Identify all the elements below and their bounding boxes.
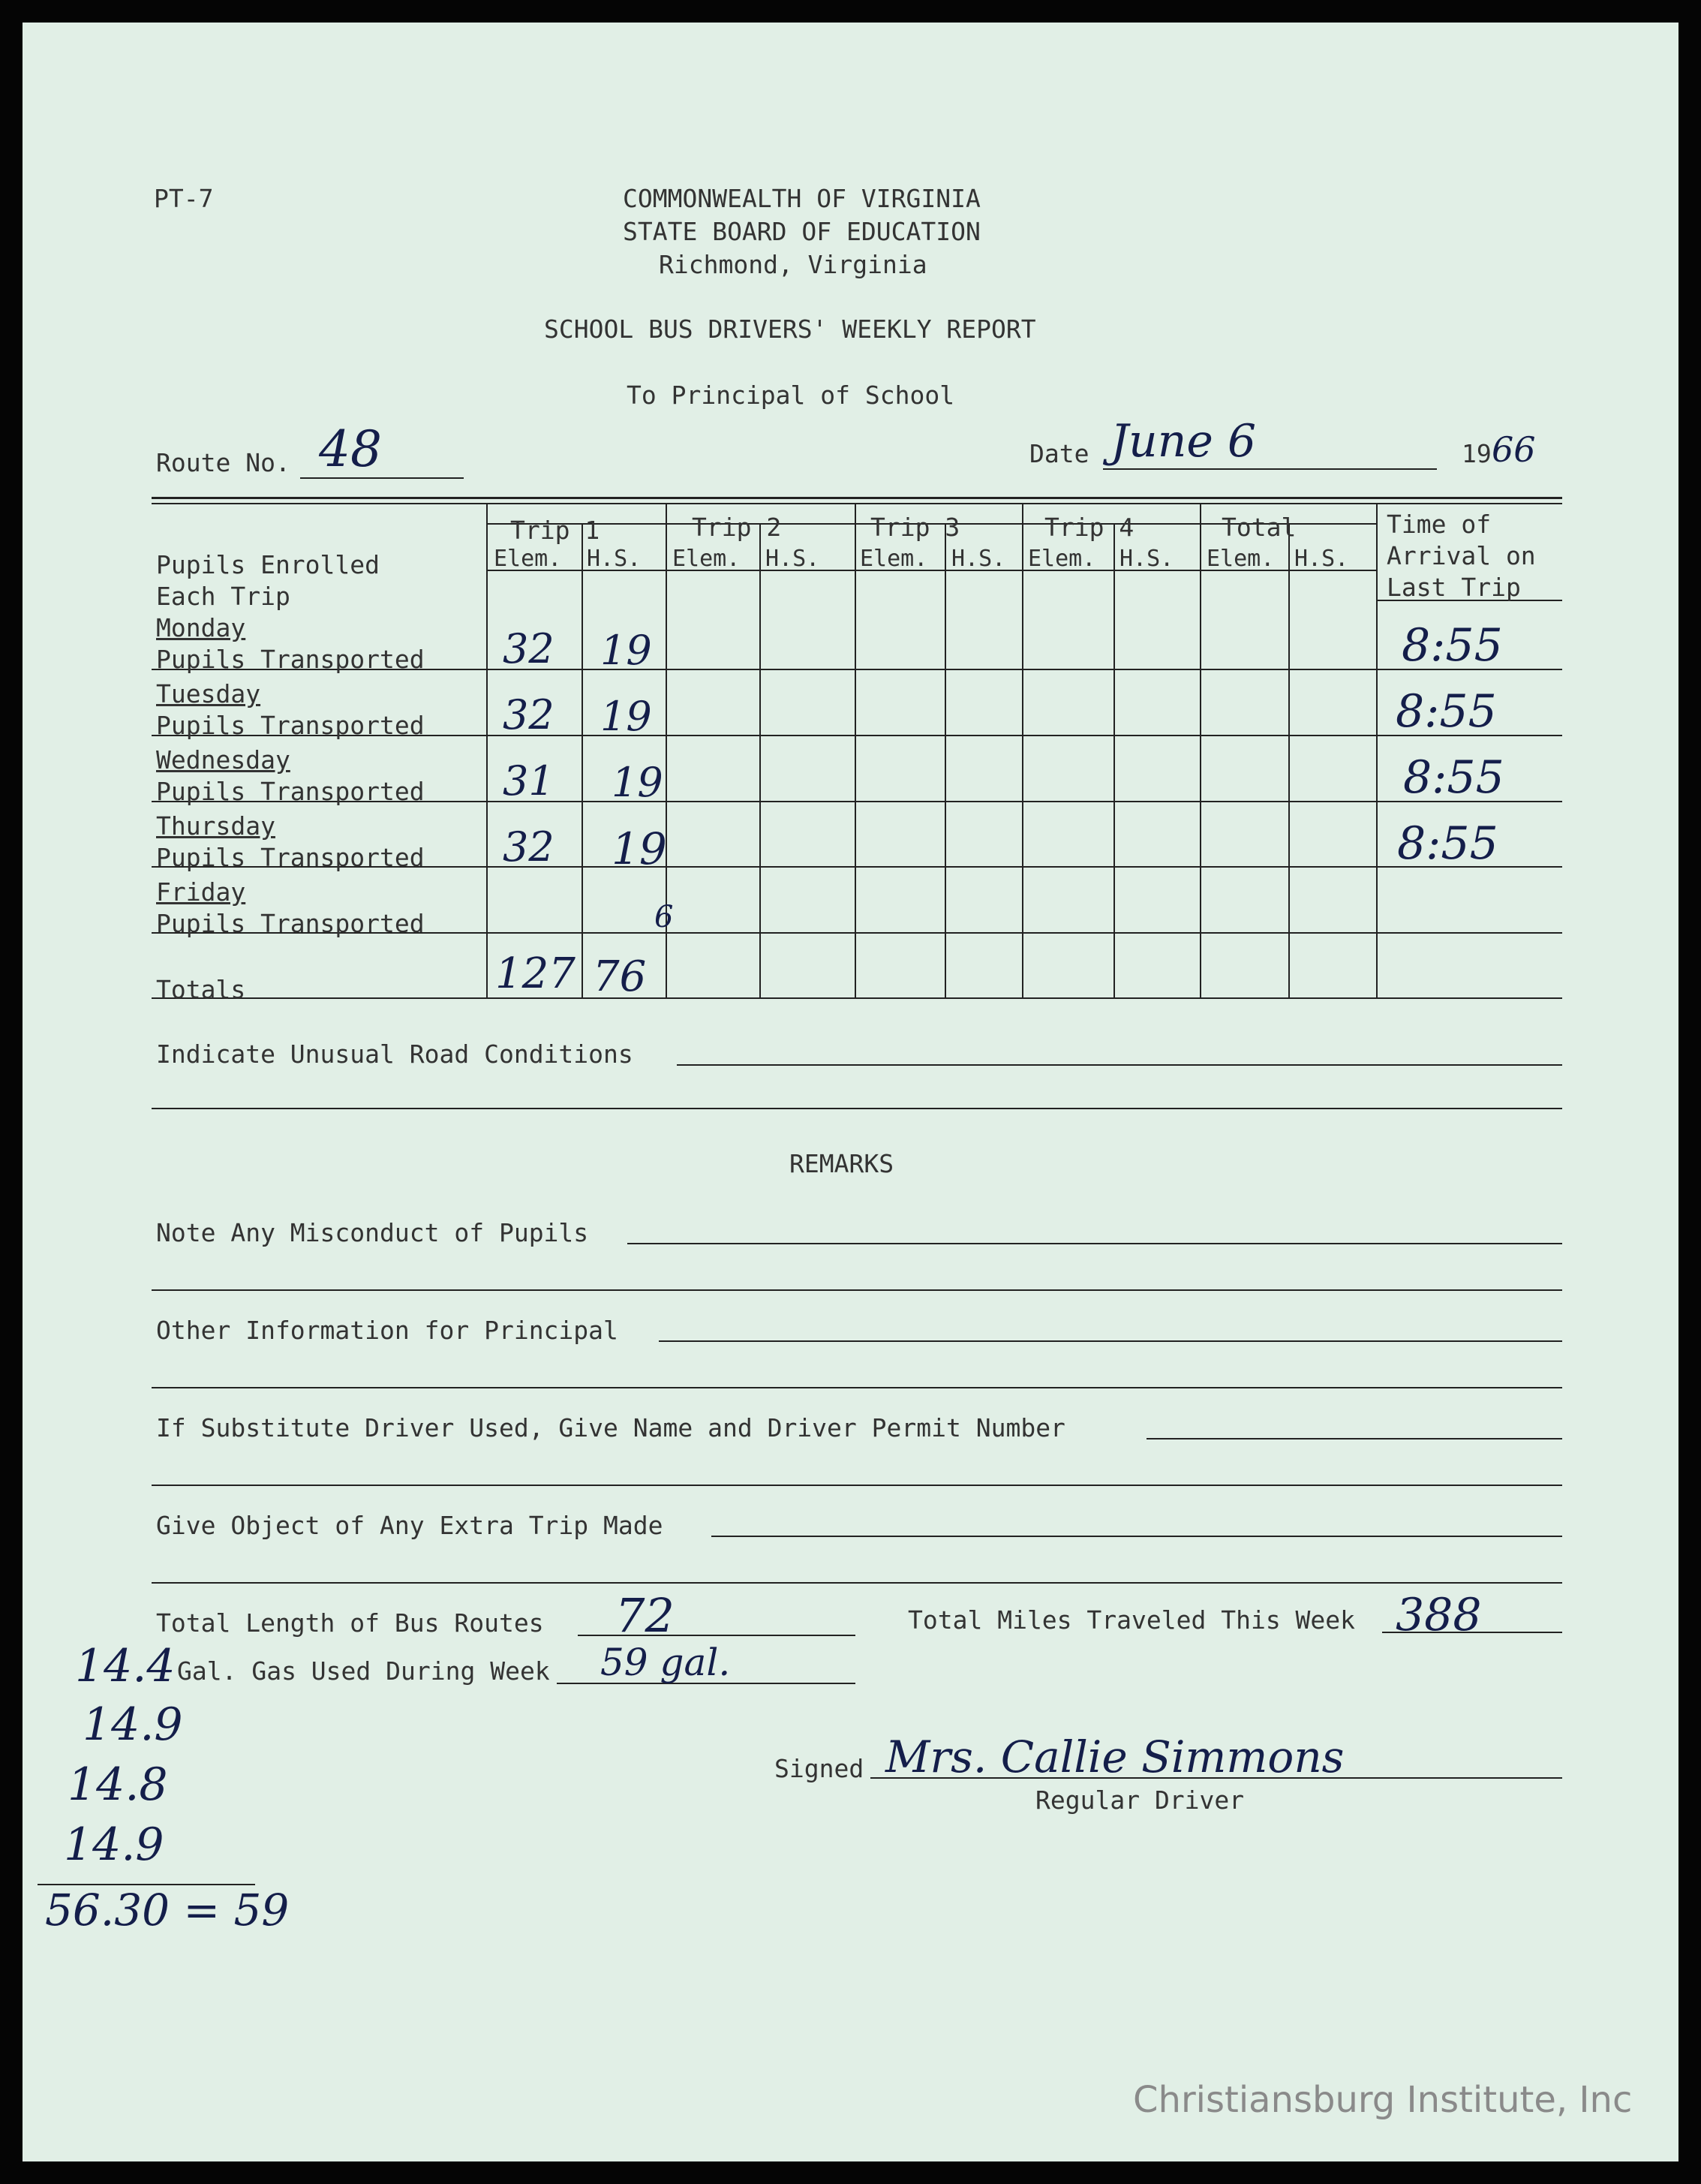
wednesday-trip1-elem: 31 bbox=[503, 757, 554, 805]
thursday-arrival: 8:55 bbox=[1397, 817, 1498, 870]
remarks-heading: REMARKS bbox=[789, 1149, 894, 1178]
transported-label: Pupils Transported bbox=[156, 843, 425, 872]
trip2-header: Trip 2 bbox=[692, 513, 782, 542]
friday-trip1-hs: 6 bbox=[654, 900, 674, 934]
margin-note-4: 14.9 bbox=[64, 1818, 164, 1871]
route-length-value: 72 bbox=[615, 1588, 675, 1643]
day-label-monday: Monday bbox=[156, 613, 246, 642]
totals-trip1-hs: 76 bbox=[593, 952, 647, 1001]
header-line-1: COMMONWEALTH OF VIRGINIA bbox=[623, 184, 981, 213]
date-label: Date bbox=[1029, 439, 1089, 468]
transported-label: Pupils Transported bbox=[156, 909, 425, 938]
day-label-wednesday: Wednesday bbox=[156, 745, 290, 775]
enrolled-label-1: Pupils Enrolled bbox=[156, 550, 380, 579]
watermark: Christiansburg Institute, Inc bbox=[1133, 2079, 1633, 2121]
margin-note-5: 56.30 = 59 bbox=[45, 1885, 290, 1936]
monday-arrival: 8:55 bbox=[1402, 619, 1503, 672]
total-hs-header: H.S. bbox=[1294, 546, 1349, 572]
signed-label: Signed bbox=[774, 1754, 864, 1783]
transported-label: Pupils Transported bbox=[156, 645, 425, 674]
other-info-label: Other Information for Principal bbox=[156, 1316, 618, 1345]
thursday-trip1-hs: 19 bbox=[612, 823, 667, 874]
day-label-friday: Friday bbox=[156, 877, 246, 907]
gas-label: Gal. Gas Used During Week bbox=[177, 1656, 550, 1686]
signer-role: Regular Driver bbox=[1035, 1785, 1245, 1815]
trip2-elem-header: Elem. bbox=[672, 546, 741, 572]
margin-note-1: 14.4 bbox=[75, 1640, 176, 1692]
trip4-hs-header: H.S. bbox=[1119, 546, 1174, 572]
arrival-header-3: Last Trip bbox=[1387, 573, 1521, 602]
trip2-hs-header: H.S. bbox=[765, 546, 820, 572]
trip3-header: Trip 3 bbox=[870, 513, 960, 542]
day-label-thursday: Thursday bbox=[156, 811, 275, 841]
route-label: Route No. bbox=[156, 448, 290, 477]
monday-trip1-elem: 32 bbox=[503, 625, 554, 672]
tuesday-arrival: 8:55 bbox=[1396, 685, 1497, 738]
totals-label: Totals bbox=[156, 975, 246, 1004]
extra-trip-label: Give Object of Any Extra Trip Made bbox=[156, 1511, 663, 1540]
report-title: SCHOOL BUS DRIVERS' WEEKLY REPORT bbox=[544, 314, 1036, 344]
trip1-header: Trip 1 bbox=[510, 516, 600, 545]
misconduct-label: Note Any Misconduct of Pupils bbox=[156, 1218, 589, 1247]
wednesday-arrival: 8:55 bbox=[1403, 751, 1504, 804]
substitute-label: If Substitute Driver Used, Give Name and Driver Permit Number bbox=[156, 1413, 1065, 1442]
trip3-hs-header: H.S. bbox=[951, 546, 1006, 572]
driver-signature: Mrs. Callie Simmons bbox=[885, 1731, 1345, 1782]
trip1-elem-header: Elem. bbox=[494, 546, 562, 572]
gas-value: 59 gal. bbox=[600, 1641, 731, 1684]
trip1-hs-header: H.S. bbox=[587, 546, 642, 572]
transported-label: Pupils Transported bbox=[156, 711, 425, 740]
trip4-header: Trip 4 bbox=[1044, 513, 1135, 542]
trip4-elem-header: Elem. bbox=[1028, 546, 1096, 572]
total-elem-header: Elem. bbox=[1207, 546, 1275, 572]
thursday-trip1-elem: 32 bbox=[503, 823, 554, 871]
road-conditions-label: Indicate Unusual Road Conditions bbox=[156, 1039, 633, 1069]
transported-label: Pupils Transported bbox=[156, 777, 425, 806]
trip3-elem-header: Elem. bbox=[860, 546, 928, 572]
miles-label: Total Miles Traveled This Week bbox=[908, 1605, 1356, 1635]
route-length-label: Total Length of Bus Routes bbox=[156, 1608, 544, 1638]
day-label-tuesday: Tuesday bbox=[156, 679, 261, 708]
miles-value: 388 bbox=[1396, 1589, 1482, 1641]
monday-trip1-hs: 19 bbox=[600, 627, 652, 674]
date-entry: June 6 bbox=[1110, 415, 1257, 468]
header-line-2: STATE BOARD OF EDUCATION bbox=[623, 217, 981, 246]
margin-note-2: 14.9 bbox=[83, 1698, 183, 1751]
wednesday-trip1-hs: 19 bbox=[612, 759, 663, 806]
tuesday-trip1-hs: 19 bbox=[600, 693, 652, 740]
arrival-header-2: Arrival on bbox=[1387, 541, 1536, 570]
totals-trip1-elem: 127 bbox=[495, 949, 576, 998]
enrolled-label-2: Each Trip bbox=[156, 582, 290, 611]
tuesday-trip1-elem: 32 bbox=[503, 691, 554, 739]
arrival-header-1: Time of bbox=[1387, 510, 1492, 539]
year-prefix: 19 bbox=[1462, 439, 1492, 468]
form-sheet bbox=[23, 23, 1678, 2161]
margin-note-3: 14.8 bbox=[68, 1758, 168, 1811]
form-code: PT-7 bbox=[154, 184, 214, 213]
header-line-3: Richmond, Virginia bbox=[659, 250, 927, 279]
total-header: Total bbox=[1222, 513, 1297, 542]
to-principal-line: To Principal of School bbox=[627, 381, 955, 410]
year-entry: 66 bbox=[1492, 429, 1536, 470]
route-number-entry: 48 bbox=[319, 420, 382, 478]
